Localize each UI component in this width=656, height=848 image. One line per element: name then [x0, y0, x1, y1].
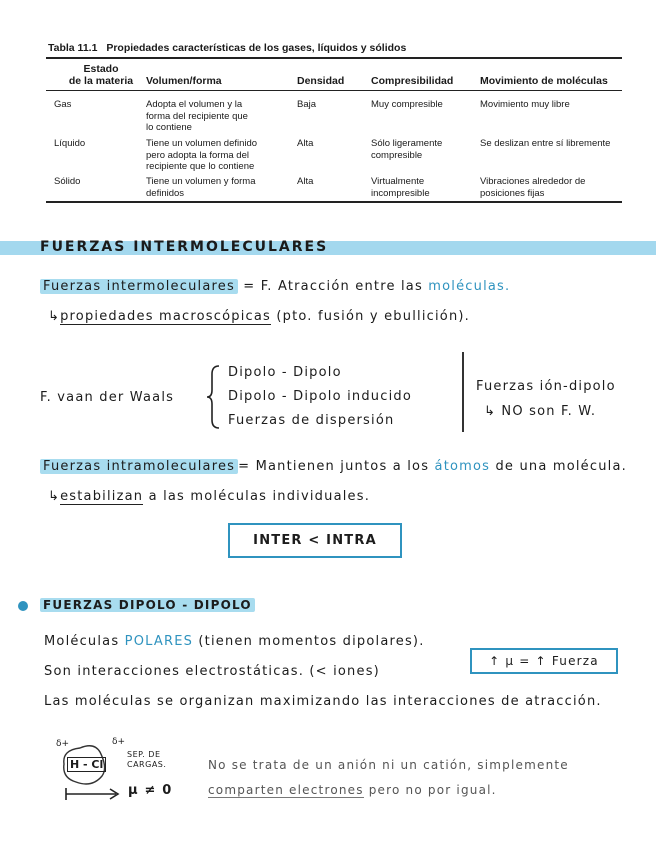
delta-plus-left: δ+	[56, 739, 70, 749]
cell-line: Tiene un volumen y forma	[146, 176, 256, 187]
share-text: pero no por igual.	[363, 783, 497, 797]
term-moleculas: moléculas.	[428, 279, 511, 294]
moment-force-box: ↑ μ = ↑ Fuerza	[470, 648, 618, 674]
header-compresibilidad: Compresibilidad	[371, 75, 454, 87]
properties-text: (pto. fusión y ebullición).	[271, 309, 470, 324]
definition-text: = F. Atracción entre las	[237, 279, 429, 294]
cell-estado: Líquido	[54, 138, 86, 149]
cell-volumen	[146, 176, 255, 199]
properties-line	[48, 309, 470, 324]
cell-movimiento	[480, 176, 585, 199]
dipolo-heading	[40, 598, 255, 612]
cell-compresibilidad	[371, 138, 442, 161]
stabilize-line	[48, 489, 370, 504]
term-atomos: átomos	[434, 459, 491, 474]
table-bottom-rule	[46, 201, 622, 203]
cell-movimiento: Movimiento muy libre	[480, 99, 570, 110]
table-caption: Propiedades características de los gases, líquidos y sólidos	[106, 42, 407, 54]
arrow-icon: ↳	[48, 489, 61, 504]
table-top-rule	[46, 57, 622, 59]
cell-estado: Sólido	[54, 176, 81, 187]
cell-line: compresible	[371, 149, 423, 161]
term-polares: POLARES	[124, 634, 194, 649]
cell-compresibilidad	[371, 176, 430, 199]
cell-line: recipiente que lo contiene	[146, 161, 255, 172]
header-estado-line1: Estado	[83, 63, 119, 75]
cell-line: Vibraciones alrededor de	[480, 176, 586, 187]
cell-line: posiciones fijas	[480, 187, 545, 199]
sep-cargas-line: SEP. DE	[127, 750, 161, 759]
vdw-item: Fuerzas de dispersión	[228, 413, 395, 428]
cell-line: pero adopta la forma del	[146, 149, 249, 161]
table-header-rule	[46, 90, 622, 91]
cell-densidad: Baja	[297, 99, 317, 110]
cell-estado: Gas	[54, 99, 72, 110]
polar-line	[44, 634, 425, 649]
cell-line: Virtualmente	[371, 176, 425, 187]
vdw-label: F. vaan der Waals	[40, 390, 175, 405]
polar-text: Moléculas	[44, 634, 125, 649]
cell-volumen	[146, 138, 257, 173]
stabilize-text: a las moléculas individuales.	[143, 489, 371, 504]
cell-volumen	[146, 99, 248, 134]
cell-compresibilidad: Muy compresible	[371, 99, 443, 110]
cell-line: forma del recipiente que	[146, 110, 248, 122]
term-intermoleculares: Fuerzas intermoleculares	[40, 279, 238, 294]
bullet-icon	[18, 601, 28, 611]
intramolecular-text: = Mantienen juntos a los	[238, 459, 435, 474]
definition-line	[40, 279, 510, 294]
cell-densidad: Alta	[297, 138, 314, 149]
hcl-label: H - Cl	[67, 757, 106, 772]
header-movimiento: Movimiento de moléculas	[480, 75, 608, 87]
term-estabilizan: estabilizan	[60, 489, 144, 504]
cell-line: Sólo ligeramente	[371, 138, 443, 149]
intramolecular-text-end: de una molécula.	[490, 459, 627, 474]
header-volumen: Volumen/forma	[146, 75, 222, 87]
mu-not-zero: μ ≠ 0	[128, 783, 173, 798]
sep-cargas-line: CARGAS.	[127, 760, 167, 769]
header-estado-line2: de la materia	[68, 75, 134, 87]
ion-note-line: No se trata de un anión ni un catión, simplemente	[208, 758, 569, 772]
electrostatic-line: Son interacciones electrostáticas. (< iones)	[44, 664, 380, 679]
vdw-item: Dipolo - Dipolo	[228, 365, 342, 380]
section-heading: FUERZAS INTERMOLECULARES	[40, 239, 329, 255]
intramolecular-line	[40, 459, 627, 474]
cell-line: lo contiene	[146, 122, 192, 133]
cell-movimiento: Se deslizan entre sí libremente	[480, 138, 611, 149]
table-number: Tabla 11.1	[48, 42, 98, 54]
table-title	[48, 42, 406, 54]
share-electrons-line	[208, 783, 497, 797]
sep-cargas-note	[127, 750, 166, 770]
vdw-item: Dipolo - Dipolo inducido	[228, 389, 412, 404]
organize-line: Las moléculas se organizan maximizando las interacciones de atracción.	[44, 694, 602, 709]
header-densidad: Densidad	[297, 75, 345, 87]
cell-line: Adopta el volumen y la	[146, 99, 243, 110]
cell-densidad: Alta	[297, 176, 314, 187]
inter-intra-box: INTER < INTRA	[228, 523, 402, 558]
cell-line: incompresible	[371, 187, 430, 199]
term-comparten: comparten electrones	[208, 783, 364, 797]
ion-dipolo-label: Fuerzas ión-dipolo	[476, 379, 616, 394]
curly-brace-icon	[206, 364, 222, 430]
term-intramoleculares: Fuerzas intramoleculares	[40, 459, 238, 474]
dipolo-heading-text: FUERZAS DIPOLO - DIPOLO	[40, 598, 255, 612]
polar-text-end: (tienen momentos dipolares).	[193, 634, 425, 649]
header-estado	[66, 63, 136, 87]
divider	[462, 352, 464, 432]
delta-plus-right: δ+	[112, 737, 126, 747]
cell-line: Tiene un volumen definido	[146, 138, 258, 149]
term-macroscopicas: propiedades macroscópicas	[60, 309, 272, 324]
arrow-icon: ↳	[48, 309, 61, 324]
cell-line: definidos	[146, 187, 185, 199]
ion-dipolo-note: ↳ NO son F. W.	[484, 404, 597, 419]
